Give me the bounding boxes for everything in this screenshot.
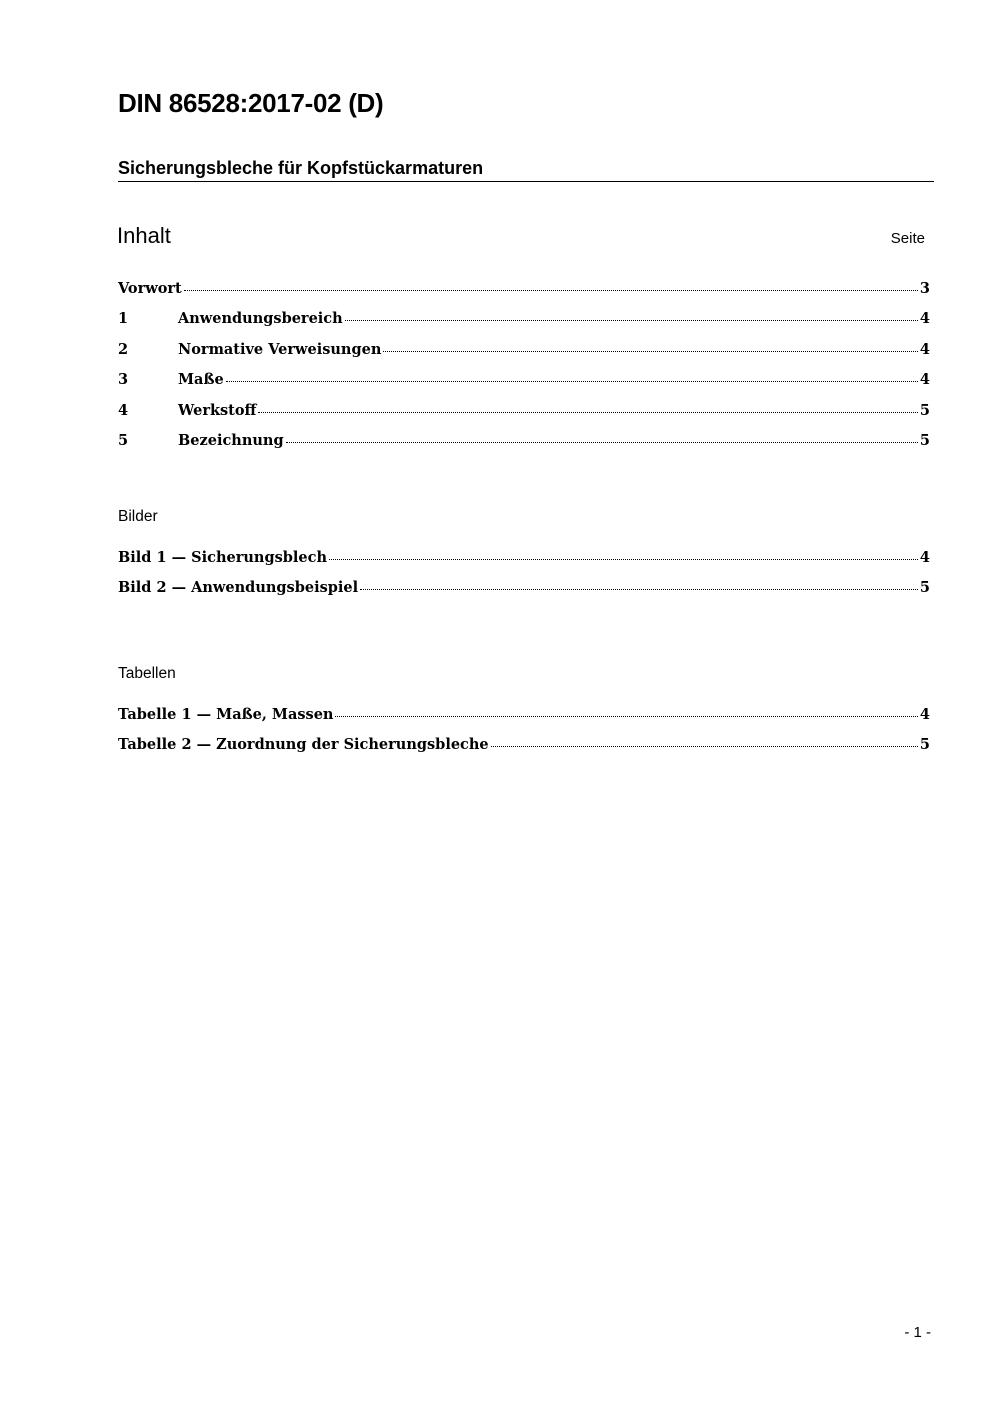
dot-leader (360, 588, 918, 590)
figure-entry-page: 5 (919, 579, 930, 597)
document-subtitle: Sicherungsbleche für Kopfstückarmaturen (118, 158, 934, 182)
dot-leader (345, 319, 918, 321)
dot-leader (226, 380, 918, 382)
dot-leader (335, 715, 917, 717)
toc-entry-page: 4 (919, 371, 930, 389)
dot-leader (258, 411, 917, 413)
dot-leader (184, 289, 918, 291)
figures-list (118, 548, 930, 609)
figure-entry-title: Bild 2 — Anwendungsbeispiel (118, 579, 359, 597)
toc-entry-title: Anwendungsbereich (178, 310, 343, 328)
dot-leader (383, 350, 918, 352)
page-column-label: Seite (890, 230, 925, 247)
figure-entry-page: 4 (919, 549, 930, 566)
table-entry-page: 5 (919, 736, 930, 754)
figure-entry-1[interactable] (118, 548, 930, 578)
toc-entry-werkstoff[interactable] (118, 401, 930, 431)
document-title: DIN 86528:2017-02 (D) (118, 88, 384, 118)
toc-entry-title: Vorwort (118, 280, 182, 297)
toc-entry-anwendungsbereich[interactable] (118, 309, 930, 339)
toc-entry-title: Bezeichnung (178, 431, 284, 449)
toc-entry-masse[interactable] (118, 370, 930, 400)
dot-leader (491, 745, 918, 747)
toc-entry-number: 5 (118, 431, 129, 449)
toc-entry-page: 3 (919, 280, 930, 297)
page-number: - 1 - (904, 1324, 931, 1341)
dot-leader (286, 441, 918, 443)
table-entry-1[interactable] (118, 705, 930, 735)
toc-entry-title: Normative Verweisungen (178, 340, 382, 358)
tables-heading: Tabellen (118, 665, 176, 682)
toc-entry-number: 2 (118, 340, 129, 358)
figure-entry-title: Bild 1 — Sicherungsblech (118, 549, 327, 566)
table-entry-title: Tabelle 2 — Zuordnung der Sicherungsbleche (118, 736, 489, 754)
toc-entry-number: 1 (118, 310, 129, 328)
toc-list (118, 279, 930, 461)
toc-entry-page: 5 (919, 431, 930, 449)
toc-heading: Inhalt (117, 223, 171, 248)
dot-leader (329, 558, 918, 560)
toc-entry-bezeichnung[interactable] (118, 431, 930, 461)
table-entry-page: 4 (919, 706, 930, 723)
table-entry-2[interactable] (118, 735, 930, 765)
table-entry-title: Tabelle 1 — Maße, Massen (118, 706, 334, 723)
tables-list (118, 705, 930, 766)
toc-entry-page: 5 (919, 401, 930, 419)
toc-entry-page: 4 (919, 310, 930, 328)
toc-entry-vorwort[interactable] (118, 279, 930, 309)
figures-heading: Bilder (118, 508, 158, 525)
figure-entry-2[interactable] (118, 578, 930, 608)
toc-entry-page: 4 (919, 340, 930, 358)
toc-entry-title: Werkstoff (178, 401, 257, 419)
toc-entry-normative-verweisungen[interactable] (118, 340, 930, 370)
toc-entry-number: 4 (118, 401, 129, 419)
toc-entry-title: Maße (178, 371, 224, 389)
toc-entry-number: 3 (118, 371, 129, 389)
